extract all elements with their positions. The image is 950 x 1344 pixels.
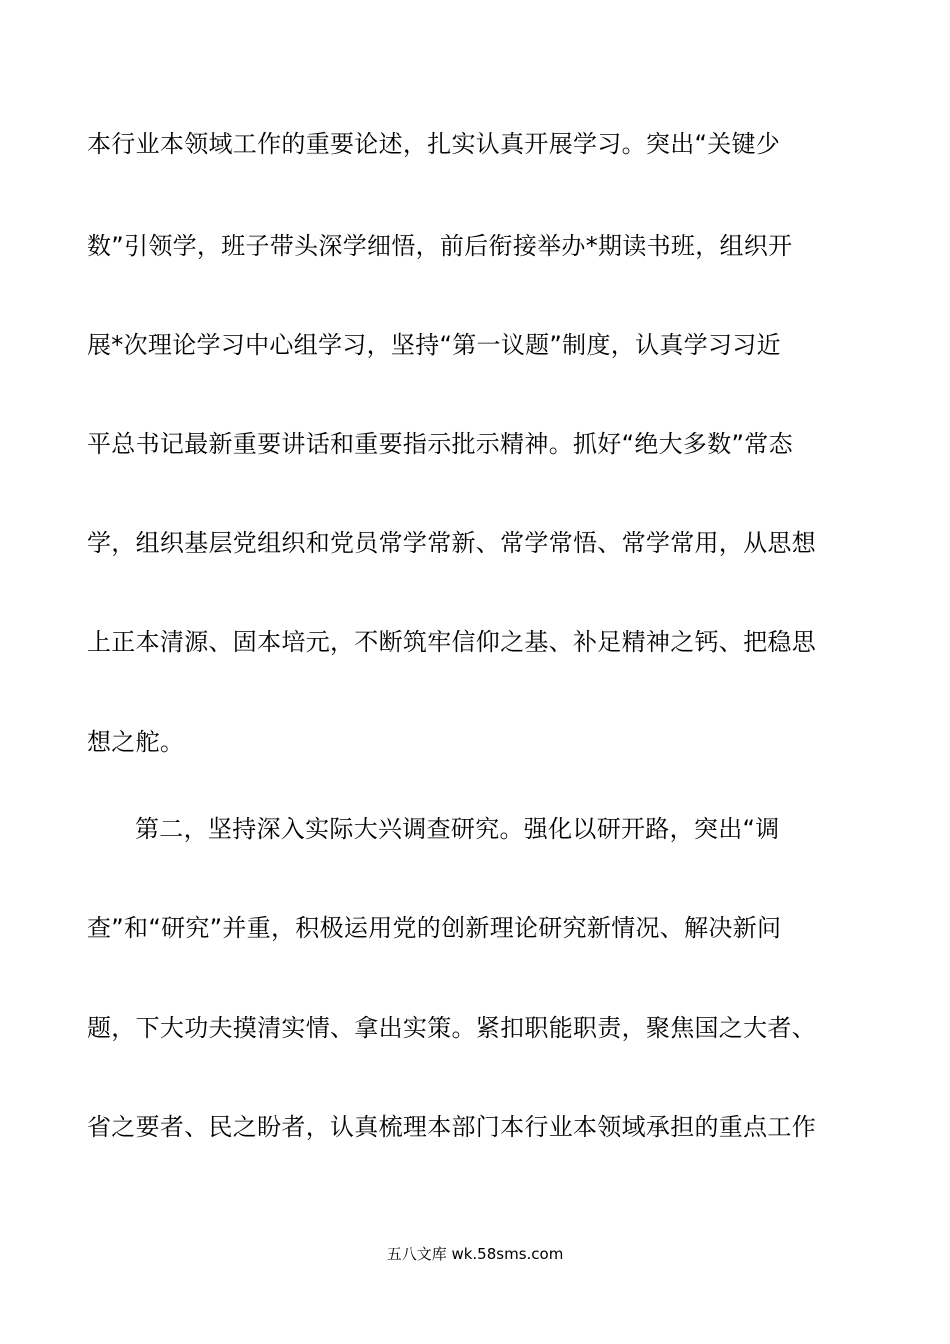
- paragraph-line-6: 上正本清源、固本培元，不断筑牢信仰之基、补足精神之钙、把稳思: [87, 628, 816, 656]
- paragraph-line-3: 展*次理论学习中心组学习，坚持“第一议题”制度，认真学习习近: [87, 331, 781, 359]
- paragraph-line-11: 省之要者、民之盼者，认真梳理本部门本行业本领域承担的重点工作: [87, 1113, 816, 1141]
- paragraph-line-10: 题，下大功夫摸清实情、拿出实策。紧扣职能职责，聚焦国之大者、: [87, 1014, 816, 1042]
- paragraph-line-8: 第二，坚持深入实际大兴调查研究。强化以研开路，突出“调: [135, 815, 780, 843]
- footer-watermark: 五八文库 wk.58sms.com: [386, 1245, 564, 1263]
- paragraph-line-9: 查”和“研究”并重，积极运用党的创新理论研究新情况、解决新问: [87, 914, 782, 942]
- paragraph-line-1: 本行业本领域工作的重要论述，扎实认真开展学习。突出“关键少: [87, 130, 781, 158]
- paragraph-line-4: 平总书记最新重要讲话和重要指示批示精神。抓好“绝大多数”常态: [87, 430, 793, 458]
- paragraph-line-5: 学，组织基层党组织和党员常学常新、常学常悟、常学常用，从思想: [87, 529, 816, 557]
- paragraph-line-7: 想之舵。: [87, 728, 185, 756]
- paragraph-line-2: 数”引领学，班子带头深学细悟，前后衔接举办*期读书班，组织开: [87, 232, 793, 260]
